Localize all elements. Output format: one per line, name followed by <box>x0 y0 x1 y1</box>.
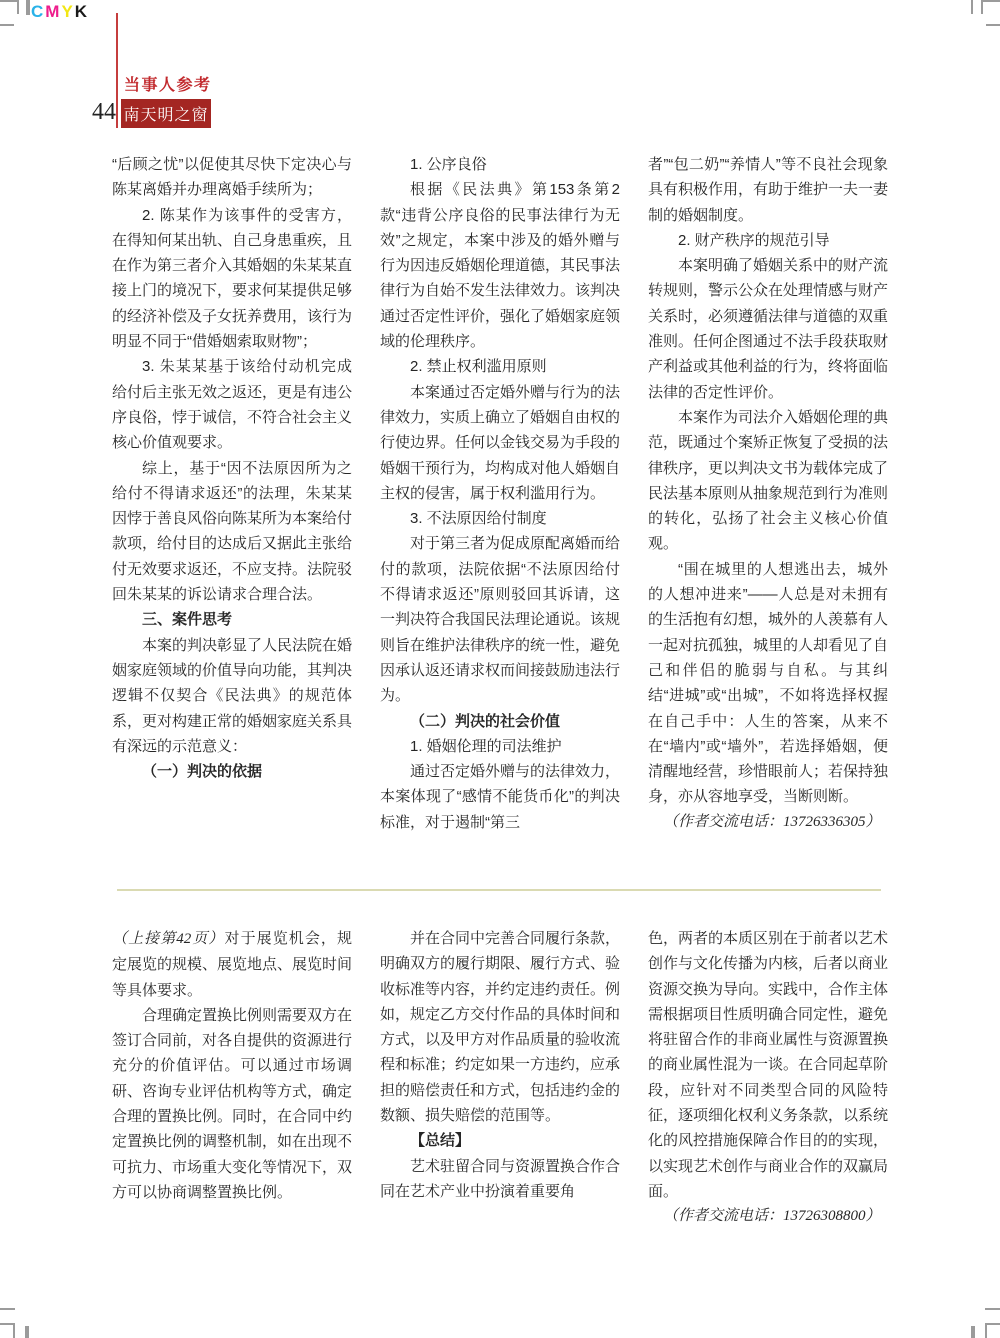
crop-mark <box>17 0 19 14</box>
continued-from-note: （上接第42页） <box>112 931 225 947</box>
crop-mark <box>25 1326 29 1338</box>
paragraph: 3. 不法原因给付制度 <box>410 510 547 528</box>
subheading: 三、案件思考 <box>142 611 233 629</box>
crop-mark <box>971 1326 975 1338</box>
paragraph: 本案作为司法介入婚姻伦理的典范，既通过个案矫正恢复了受损的法律秩序，更以判决文书为载体完成了民法基本原则从抽象规范到行为准则的转化，弘扬了社会主义核心价值观。 <box>648 408 888 553</box>
cmyk-letter-c: C <box>31 2 46 21</box>
article-column <box>648 152 888 864</box>
cmyk-letter-k: K <box>74 2 90 21</box>
crop-mark <box>971 0 973 14</box>
article-case-commentary <box>112 152 888 864</box>
crop-mark <box>985 1323 987 1338</box>
paragraph: “围在城里的人想逃出去，城外的人想冲进来”——人总是对未拥有的生活抱有幻想，城外的人羡慕有人一起对抗孤独，城里的人却看见了自己和伴侣的脆弱与自私。与其纠结“进城”或“出城”，不如将选择权握在自己手中：人生的答案，从来不在“墙内”或“墙外”，若选择婚姻，便清醒地经营，珍惜眼前人；若保持独身，亦从容地享受，当断则断。 <box>648 560 888 806</box>
article-contract-continued <box>112 926 888 1236</box>
paragraph: 艺术驻留合同与资源置换合作合同在艺术产业中扮演着重要角 <box>380 1157 620 1200</box>
crop-mark <box>0 1308 15 1310</box>
paragraph: 本案通过否定婚外赠与行为的法律效力，实质上确立了婚姻自由权的行使边界。任何以金钱交易为手段的婚姻干预行为，均构成对他人婚姻自主权的侵害，属于权利滥用行为。 <box>380 383 620 502</box>
paragraph: 根据《民法典》第153条第2款“违背公序良俗的民事法律行为无效”之规定，本案中涉及的婚外赠与行为因违反婚姻伦理道德，其民事法律行为自始不发生法律效力。该判决通过否定性评价，强化了婚姻家庭领域的伦理秩序。 <box>380 181 620 351</box>
subheading: （二）判决的社会价值 <box>410 712 561 730</box>
crop-mark <box>0 24 14 26</box>
cmyk-letter-m: M <box>45 2 62 21</box>
section-kicker: 当事人参考 <box>124 77 212 94</box>
article-column <box>112 926 352 1236</box>
article-column <box>112 152 352 864</box>
article-column <box>380 926 620 1236</box>
author-contact-note: （作者交流电话：13726308800） <box>663 1208 881 1225</box>
subheading: （一）判决的依据 <box>142 763 263 781</box>
article-column <box>380 152 620 864</box>
paragraph: （上接第42页）对于展览机会，规定展览的规模、展览地点、展览时间等具体要求。 <box>112 930 352 999</box>
red-vertical-rule <box>116 13 118 128</box>
paragraph: “后顾之忧”以促使其尽快下定决心与陈某离婚并办理离婚手续所为； <box>112 156 352 199</box>
crop-mark <box>981 0 983 14</box>
paragraph: 合理确定置换比例则需要双方在签订合同前，对各自提供的资源进行充分的价值评估。可以通过市场调研、咨询专业评估机构等方式，确定合理的置换比例。同时，在合同中约定置换比例的调整机制，如在出现不可抗力、市场重大变化等情况下，双方可以协商调整置换比例。 <box>112 1006 352 1201</box>
paragraph: 者”“包二奶”“养情人”等不良社会现象具有积极作用，有助于维护一夫一妻制的婚姻制度。 <box>648 156 888 224</box>
crop-mark <box>981 0 1000 2</box>
cmyk-color-bar <box>31 2 89 22</box>
paragraph: 本案明确了婚姻关系中的财产流转规则，警示公众在处理情感与财产关系时，必须遵循法律与道德的双重准则。任何企图通过不法手段获取财产利益或其他利益的行为，终将面临法律的否定性评价。 <box>648 257 888 401</box>
paragraph: 色，两者的本质区别在于前者以艺术创作与文化传播为内核，后者以商业资源交换为导向。实践中，合作主体需根据项目性质明确合同定性，避免将驻留合作的非商业属性与资源置换的商业属性混为一谈。在合同起草阶段，应针对不同类型合同的风险特征，逐项细化权利义务条款，以系统化的风控措施保障合作目的的实现，以实现艺术创作与商业合作的双赢局面。 <box>648 930 888 1200</box>
crop-mark <box>985 1323 1000 1325</box>
paragraph: 2. 禁止权利滥用原则 <box>410 358 547 376</box>
paragraph: 并在合同中完善合同履行条款，明确双方的履行期限、履行方式、验收标准等内容，并约定违约责任。例如，规定乙方交付作品的具体时间和方式，以及甲方对作品质量的验收流程和标准；约定如果一方违约，应承担的赔偿责任和方式，包括违约金的数额、损失赔偿的范围等。 <box>380 930 620 1125</box>
crop-mark <box>26 0 30 15</box>
article-divider <box>117 889 881 891</box>
subheading: 【总结】 <box>410 1132 471 1150</box>
crop-mark <box>13 1323 15 1338</box>
crop-mark <box>985 1308 1000 1310</box>
paragraph: 2. 财产秩序的规范引导 <box>678 231 830 249</box>
paragraph: 2. 陈某作为该事件的受害方，在得知何某出轨、自己身患重疾，且在作为第三者介入其婚姻的朱某某直接上门的境况下，要求何某提供足够的经济补偿及子女抚养费用，该行为明显不同于“借婚姻索取财物”； <box>112 206 352 351</box>
paragraph: 综上，基于“因不法原因所为之给付不得请求返还”的法理，朱某某因悖于善良风俗向陈某所为本案给付款项，给付目的达成后又据此主张给付无效要求返还，不应支持。法院驳回朱某某的诉讼请求合理合法。 <box>112 459 352 604</box>
article-column <box>648 926 888 1236</box>
crop-mark <box>986 24 1000 26</box>
paragraph: 1. 公序良俗 <box>410 156 487 173</box>
author-contact-note: （作者交流电话：13726336305） <box>663 813 881 830</box>
cmyk-letter-y: Y <box>61 2 75 21</box>
paragraph: 本案的判决彰显了人民法院在婚姻家庭领域的价值导向功能，其判决逻辑不仅契合《民法典》的规范体系，更对构建正常的婚姻家庭关系具有深远的示范意义： <box>112 636 352 755</box>
paragraph: 通过否定婚外赠与的法律效力，本案体现了“感情不能货币化”的判决标准，对于遏制“第三 <box>380 763 620 831</box>
paragraph: 1. 婚姻伦理的司法维护 <box>410 737 562 755</box>
paragraph: 对于第三者为促成原配离婚而给付的款项，法院依据“不法原因给付不得请求返还”原则驳回其诉请，这一判决符合我国民法理论通说。该规则旨在维护法律秩序的统一性，避免因承认返还请求权而间接鼓励违法行为。 <box>380 535 620 705</box>
column-banner: 南天明之窗 <box>121 99 211 128</box>
page-number: 44 <box>92 99 116 125</box>
paragraph: 3. 朱某某基于该给付动机完成给付后主张无效之返还，更是有违公序良俗，悖于诚信，不符合社会主义核心价值观要求。 <box>112 358 352 452</box>
